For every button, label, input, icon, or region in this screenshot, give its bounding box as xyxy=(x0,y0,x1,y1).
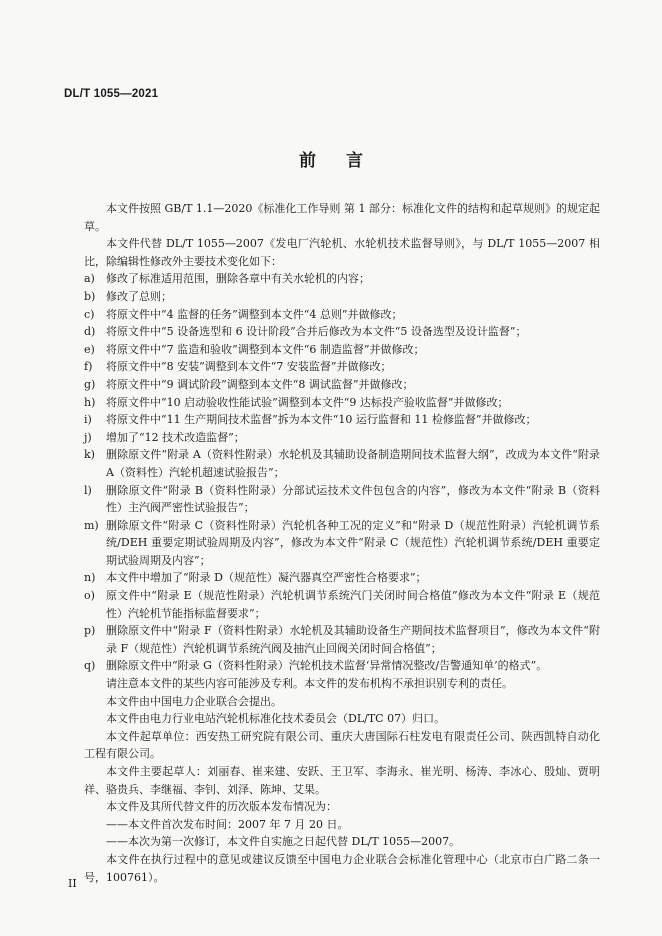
list-item-label: g) xyxy=(84,377,96,391)
paragraph-drafting-basis: 本文件按照 GB/T 1.1—2020《标准化工作导则 第 1 部分：标准化文件的结构和起草规则》的规定起草。 xyxy=(84,202,600,233)
list-item-text: 删除原文件中“附录 F（资料性附录）水轮机及其辅助设备生产期间技术监督项目”，修改为本文件“附录 F（规范性）汽轮机调节系统汽阀及抽汽止回阀关闭时间合格值”； xyxy=(106,624,600,655)
paragraph-drafters: 本文件主要起草人：刘丽春、崔来建、安跃、王卫军、李海永、崔光明、杨涛、李冰心、殷灿、贾明祥、骆贵兵、李继福、李钊、刘泽、陈坤、艾果。 xyxy=(84,765,600,796)
list-item-text: 将原文件中“10 启动验收性能试验”调整到本文件“9 达标投产验收监督”并做修改； xyxy=(106,395,509,409)
list-item-label: f) xyxy=(84,360,93,374)
list-item xyxy=(84,306,600,324)
list-item-label: j) xyxy=(84,430,92,444)
list-item-label: k) xyxy=(84,448,95,462)
list-item-label: l) xyxy=(84,483,92,497)
list-item-label: q) xyxy=(84,659,96,673)
list-item-label: a) xyxy=(84,272,95,286)
page-number: II xyxy=(68,877,77,890)
list-item-text: 将原文件中“9 调试阶段”调整到本文件“8 调试监督”并做修改； xyxy=(106,377,414,391)
list-item xyxy=(84,394,600,412)
paragraph-proposer: 本文件由中国电力企业联合会提出。 xyxy=(106,694,282,708)
list-item xyxy=(84,587,600,622)
history-item: ——本文件首次发布时间：2007 年 7 月 20 日。 xyxy=(106,817,349,831)
list-item-label: n) xyxy=(84,571,96,585)
list-item-text: 本文件中增加了“附录 D（规范性）凝汽器真空严密性合格要求”； xyxy=(106,571,427,585)
list-item-label: d) xyxy=(84,325,96,339)
list-item-text: 删除原文件“附录 C（资料性附录）汽轮机各种工况的定义”和“附录 D（规范性附录）汽轮机调节系统/DEH 重要定期试验周期及内容”，修改为本文件“附录 C（规范性）汽轮机调节系统/DEH 重要定期试验周期及内容”； xyxy=(106,518,600,567)
list-item-label: c) xyxy=(84,307,95,321)
paragraph-feedback: 本文件在执行过程中的意见或建议反馈至中国电力企业联合会标准化管理中心（北京市白广路二条一号，100761）。 xyxy=(84,852,600,884)
list-item xyxy=(84,411,600,429)
list-item xyxy=(84,270,600,288)
list-item xyxy=(84,358,600,376)
list-item-label: o) xyxy=(84,589,95,603)
list-item xyxy=(84,482,600,517)
list-item xyxy=(84,376,600,394)
paragraph-drafting-units: 本文件起草单位：西安热工研究院有限公司、重庆大唐国际石柱发电有限责任公司、陕西凯特自动化工程有限公司。 xyxy=(84,729,600,761)
list-item-text: 删除原文件“附录 B（资料性附录）分部试运技术文件包包含的内容”，修改为本文件“附录 B（资料性）主汽阀严密性试验报告”； xyxy=(106,483,600,515)
list-item-text: 原文件中“附录 E（规范性附录）汽轮机调节系统汽门关闭时间合格值”修改为本文件“附录 E（规范性）汽轮机节能指标监督要求”； xyxy=(106,589,600,620)
list-item xyxy=(84,657,600,675)
list-item-text: 将原文件中“4 监督的任务”调整到本文件“4 总则”并做修改； xyxy=(106,307,403,321)
list-item xyxy=(84,517,600,570)
page-title: 前言 xyxy=(299,151,393,171)
list-item-text: 将原文件中“5 设备选型和 6 设计阶段”合并后修改为本文件“5 设备选型及设计监督”； xyxy=(106,325,527,339)
list-item xyxy=(84,622,600,657)
change-list xyxy=(84,270,600,675)
list-item-text: 修改了标准适用范围，删除各章中有关水轮机的内容； xyxy=(106,272,370,286)
list-item-text: 增加了“12 技术改造监督”； xyxy=(106,430,245,444)
list-item xyxy=(84,288,600,306)
list-item-text: 将原文件中“7 监造和验收”调整到本文件“6 制造监督”并做修改； xyxy=(106,342,425,356)
standard-code: DL/T 1055—2021 xyxy=(64,88,159,100)
list-item-text: 删除原文件中“附录 G（资料性附录）汽轮机技术监督‘异常情况整改/告警通知单’的格式”。 xyxy=(106,659,548,673)
list-item-label: p) xyxy=(84,624,96,638)
history-item: ——本次为第一次修订，本文件自实施之日起代替 DL/T 1055—2007。 xyxy=(106,835,461,849)
list-item-label: h) xyxy=(84,395,96,409)
paragraph-replacement-statement: 本文件代替 DL/T 1055—2007《发电厂汽轮机、水轮机技术监督导则》，与 DL/T 1055—2007 相比，除编辑性修改外主要技术变化如下： xyxy=(84,237,600,268)
list-item xyxy=(84,446,600,481)
list-item-text: 将原文件中“11 生产期间技术监督”拆为本文件“10 运行监督和 11 检修监督”并做修改； xyxy=(106,413,537,427)
paragraph-history-intro: 本文件及其所代替文件的历次版本发布情况为： xyxy=(106,800,337,814)
list-item-text: 删除原文件“附录 A（资料性附录）水轮机及其辅助设备制造期间技术监督大纲”，改成为本文件“附录 A（资料性）汽轮机超速试验报告”； xyxy=(106,448,600,479)
list-item-label: e) xyxy=(84,342,95,356)
list-item xyxy=(84,323,600,341)
list-item-label: m) xyxy=(84,518,99,532)
list-item xyxy=(84,429,600,447)
list-item xyxy=(84,341,600,359)
document-body xyxy=(84,200,600,886)
list-item-label: i) xyxy=(84,413,92,427)
paragraph-patent-notice: 请注意本文件的某些内容可能涉及专利。本文件的发布机构不承担识别专利的责任。 xyxy=(106,677,513,691)
paragraph-committee: 本文件由电力行业电站汽轮机标准化技术委员会（DL/TC 07）归口。 xyxy=(106,712,446,726)
list-item-text: 将原文件中“8 安装”调整到本文件“7 安装监督”并做修改； xyxy=(106,360,392,374)
list-item xyxy=(84,569,600,587)
list-item-label: b) xyxy=(84,289,96,303)
list-item-text: 修改了总则； xyxy=(106,289,172,303)
